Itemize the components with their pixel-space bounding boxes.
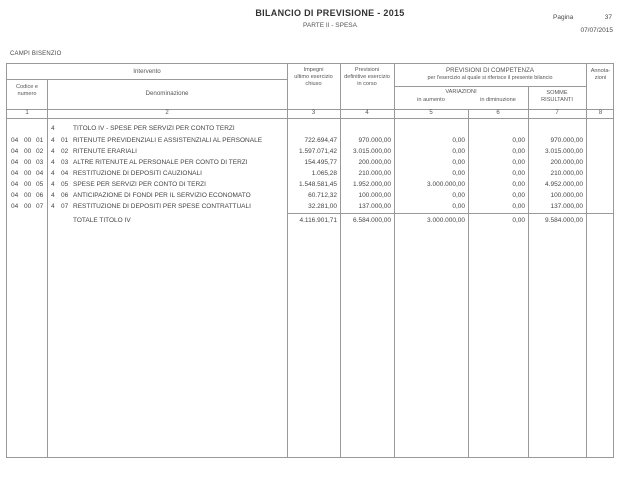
previsioni-value: 1.952.000,00 <box>353 181 391 188</box>
intervento-code-cell: 06 <box>61 192 69 199</box>
somme-value: 100.000,00 <box>550 192 583 199</box>
diminuzione-value: 0,00 <box>512 148 525 155</box>
impegni-value: 154.495,77 <box>304 159 337 166</box>
table-row <box>7 135 613 146</box>
codice-cell: 04 <box>11 148 19 155</box>
codice-cell: 00 <box>24 181 32 188</box>
page-number-value: 37 <box>604 14 612 21</box>
codice-cell: 00 <box>24 159 32 166</box>
somme-value: 137.000,00 <box>550 203 583 210</box>
codice-cell: 03 <box>36 159 44 166</box>
denominazione-cell: SPESE PER SERVIZI PER CONTO DI TERZI <box>73 181 206 188</box>
column-number: 6 <box>496 110 500 116</box>
header-line: definitive esercizio <box>344 74 390 80</box>
codice-cell: 06 <box>36 192 44 199</box>
header-codice-numero <box>7 84 47 98</box>
denominazione-cell: RITENUTE PREVIDENZIALI E ASSISTENZIALI AL PERSONALE <box>73 137 263 144</box>
header-line: Impegni <box>303 67 324 73</box>
previsioni-value: 210.000,00 <box>358 170 391 177</box>
diminuzione-total: 0,00 <box>512 217 525 224</box>
impegni-value: 722.694,47 <box>304 137 337 144</box>
aumento-value: 0,00 <box>452 148 465 155</box>
column-number: 7 <box>555 110 559 116</box>
header-impegni <box>287 67 340 88</box>
codice-cell: 00 <box>24 203 32 210</box>
header-line: SOMME <box>546 90 568 96</box>
header-in-aumento: in aumento <box>417 97 445 103</box>
header-intervento: Intervento <box>133 68 161 75</box>
titolo-code-cell: 4 <box>51 192 55 199</box>
column-number: 3 <box>311 110 316 116</box>
table-row <box>7 157 613 168</box>
intervento-code-cell: 05 <box>61 181 69 188</box>
somme-total: 9.584.000,00 <box>545 217 583 224</box>
impegni-total: 4.116.901,71 <box>299 217 337 224</box>
table-divider <box>7 118 613 119</box>
codice-cell: 05 <box>36 181 44 188</box>
codice-cell: 04 <box>11 203 19 210</box>
document-date: 07/07/2015 <box>580 27 613 34</box>
intervento-code-cell: 04 <box>61 170 69 177</box>
denominazione-cell: RESTITUZIONE DI DEPOSITI PER SPESE CONTRATTUALI <box>73 203 251 210</box>
previsioni-value: 970.000,00 <box>358 137 391 144</box>
somme-value: 210.000,00 <box>550 170 583 177</box>
header-previsioni <box>340 67 394 88</box>
titolo-code-cell: 4 <box>51 203 55 210</box>
column-number: 1 <box>25 110 29 116</box>
header-competenza-subtitle: per l'esercizio al quale si riferisce il presente bilancio <box>427 75 553 81</box>
table-row <box>7 168 613 179</box>
codice-cell: 00 <box>24 170 32 177</box>
codice-cell: 04 <box>11 181 19 188</box>
intervento-code-cell: 02 <box>61 148 69 155</box>
diminuzione-value: 0,00 <box>512 137 525 144</box>
aumento-value: 0,00 <box>452 159 465 166</box>
header-line: RISULTANTI <box>541 97 573 103</box>
header-line: in corso <box>357 81 377 87</box>
somme-value: 3.015.000,00 <box>545 148 583 155</box>
header-line: Annota- <box>590 68 611 74</box>
header-variazioni: VARIAZIONI <box>445 89 477 95</box>
impegni-value: 1.597.071,42 <box>299 148 337 155</box>
diminuzione-value: 0,00 <box>512 181 525 188</box>
titolo-code-cell: 4 <box>51 159 55 166</box>
table-row <box>7 179 613 190</box>
titolo-code-cell: 4 <box>51 148 55 155</box>
somme-value: 200.000,00 <box>550 159 583 166</box>
diminuzione-value: 0,00 <box>512 159 525 166</box>
denominazione-cell: ANTICIPAZIONE DI FONDI PER IL SERVIZIO ECONOMATO <box>73 192 251 199</box>
previsioni-value: 3.015.000,00 <box>353 148 391 155</box>
denominazione-cell: ALTRE RITENUTE AL PERSONALE PER CONTO DI TERZI <box>73 159 248 166</box>
codice-cell: 04 <box>11 170 19 177</box>
codice-cell: 04 <box>36 170 44 177</box>
page-number-label: Pagina <box>553 14 574 21</box>
codice-cell: 01 <box>36 137 44 144</box>
somme-value: 970.000,00 <box>550 137 583 144</box>
column-number: 2 <box>165 110 169 116</box>
previsioni-total: 6.584.000,00 <box>353 217 391 224</box>
total-row <box>7 215 613 226</box>
column-number: 5 <box>429 110 433 116</box>
table-divider <box>394 86 586 87</box>
table-row <box>7 146 613 157</box>
page-title: BILANCIO DI PREVISIONE - 2015 <box>255 8 405 18</box>
header-line: zioni <box>594 75 607 81</box>
codice-cell: 00 <box>24 148 32 155</box>
page-subtitle: PARTE II - SPESA <box>303 22 357 29</box>
codice-cell: 04 <box>11 137 19 144</box>
table-row <box>7 190 613 201</box>
header-in-diminuzione: in diminuzione <box>480 97 516 103</box>
column-number: 4 <box>365 110 369 116</box>
header-annotazioni <box>586 68 615 82</box>
previsioni-value: 137.000,00 <box>358 203 391 210</box>
somme-value: 4.952.000,00 <box>545 181 583 188</box>
aumento-value: 0,00 <box>452 170 465 177</box>
titolo-label: TITOLO IV - SPESE PER SERVIZI PER CONTO TERZI <box>73 125 235 132</box>
codice-cell: 07 <box>36 203 44 210</box>
header-line: chiuso <box>305 81 322 87</box>
column-number: 8 <box>598 110 603 116</box>
codice-cell: 04 <box>11 192 19 199</box>
codice-cell: 04 <box>11 159 19 166</box>
previsioni-value: 200.000,00 <box>358 159 391 166</box>
title-row <box>7 123 613 134</box>
header-denominazione: Denominazione <box>145 90 189 97</box>
titolo-code-cell: 4 <box>51 181 55 188</box>
diminuzione-value: 0,00 <box>512 203 525 210</box>
total-separator-line <box>287 213 613 214</box>
budget-table <box>6 63 614 458</box>
total-label: TOTALE TITOLO IV <box>73 217 131 224</box>
header-somme-risultanti <box>528 90 586 104</box>
titolo-code-cell: 4 <box>51 170 55 177</box>
impegni-value: 60.712,32 <box>308 192 337 199</box>
header-line: numero <box>17 91 37 97</box>
header-line: ultimo esercizio <box>294 74 333 80</box>
previsioni-value: 100.000,00 <box>358 192 391 199</box>
codice-cell: 02 <box>36 148 44 155</box>
intervento-code-cell: 07 <box>61 203 69 210</box>
impegni-value: 1.065,28 <box>311 170 337 177</box>
aumento-value: 0,00 <box>452 203 465 210</box>
aumento-value: 0,00 <box>452 137 465 144</box>
diminuzione-value: 0,00 <box>512 192 525 199</box>
table-row <box>7 201 613 212</box>
titolo-code-cell: 4 <box>51 137 55 144</box>
titolo-code: 4 <box>51 125 55 132</box>
intervento-code-cell: 03 <box>61 159 69 166</box>
aumento-value: 0,00 <box>452 192 465 199</box>
entity-name: CAMPI BISENZIO <box>10 51 62 57</box>
table-divider <box>7 79 287 80</box>
aumento-total: 3.000.000,00 <box>427 217 465 224</box>
header-line: Previsioni <box>354 67 380 73</box>
codice-cell: 00 <box>24 192 32 199</box>
header-previsioni-competenza: PREVISIONI DI COMPETENZA <box>445 67 534 74</box>
diminuzione-value: 0,00 <box>512 170 525 177</box>
aumento-value: 3.000.000,00 <box>427 181 465 188</box>
impegni-value: 32.281,00 <box>308 203 337 210</box>
codice-cell: 00 <box>24 137 32 144</box>
impegni-value: 1.548.581,45 <box>299 181 337 188</box>
denominazione-cell: RITENUTE ERARIALI <box>73 148 137 155</box>
header-line: Codice e <box>15 84 39 90</box>
intervento-code-cell: 01 <box>61 137 69 144</box>
denominazione-cell: RESTITUZIONE DI DEPOSITI CAUZIONALI <box>73 170 202 177</box>
